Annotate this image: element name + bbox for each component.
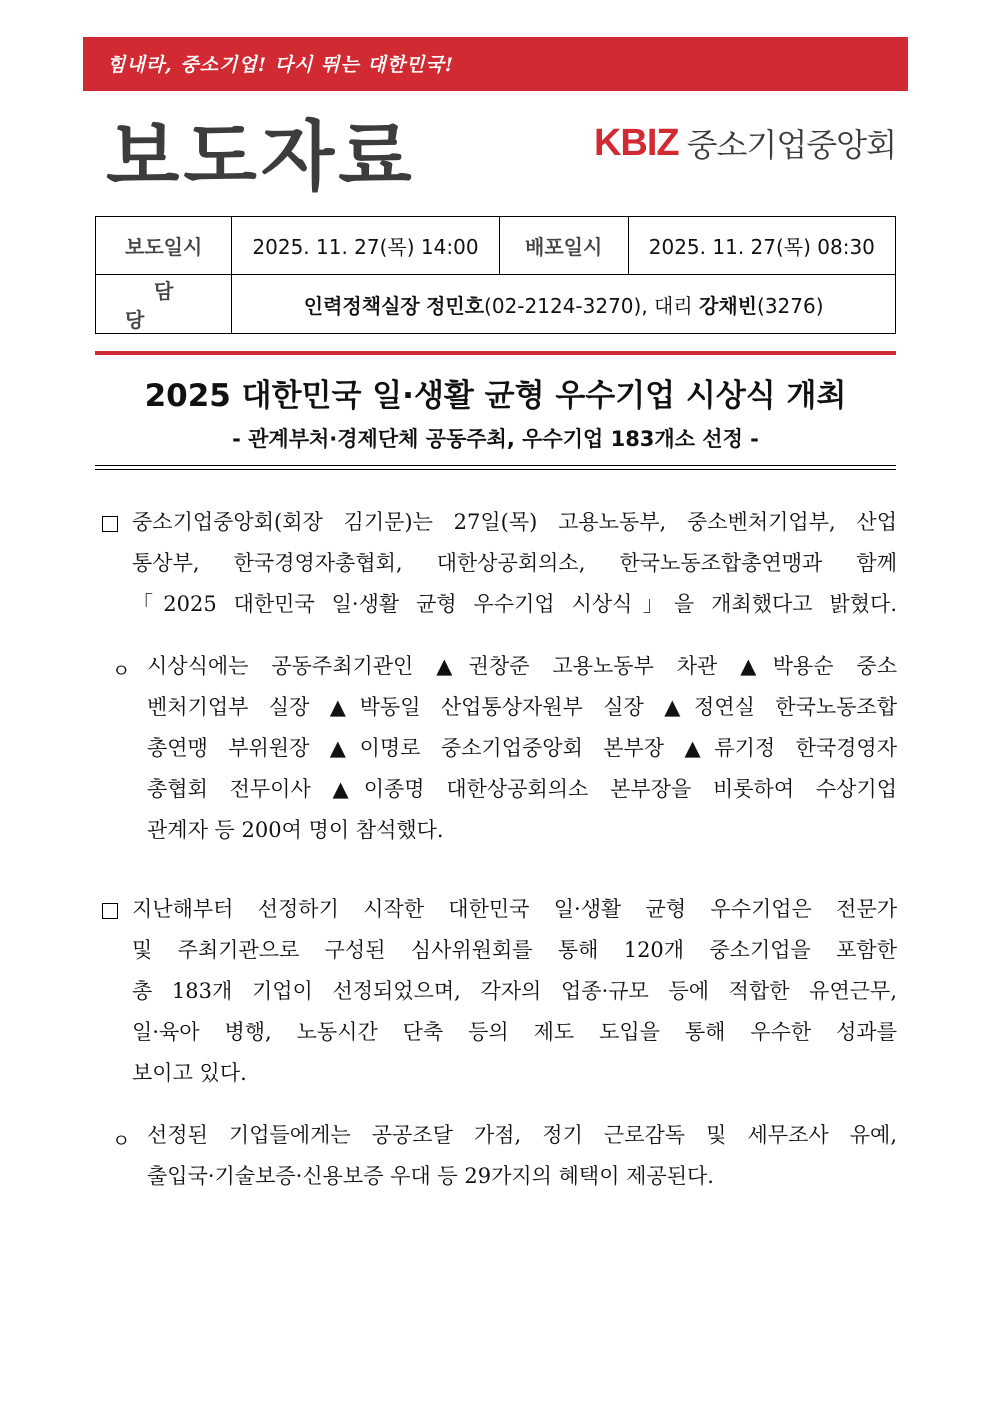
top-banner <box>83 37 908 91</box>
paragraph-line: 중소기업중앙회(회장 김기문)는 27일(목) 고용노동부, 중소벤처기업부, 산업 <box>132 510 897 534</box>
paragraph-line: 및 주최기관으로 구성된 심사위원회를 통해 120개 중소기업을 포함한 <box>132 938 897 962</box>
paragraph-line: 지난해부터 선정하기 시작한 대한민국 일·생활 균형 우수기업은 전문가 <box>132 897 897 921</box>
paragraph-line: 「2025 대한민국 일·생활 균형 우수기업 시상식」을 개최했다고 밝혔다. <box>132 592 897 616</box>
paragraph-line: 출입국·기술보증·신용보증 우대 등 29가지의 혜택이 제공된다. <box>147 1164 714 1188</box>
paragraph-line: 선정된 기업들에게는 공공조달 가점, 정기 근로감독 및 세무조사 유예, <box>147 1123 897 1147</box>
document-type-title: 보도자료 <box>106 112 416 201</box>
circle-bullet-icon: ㅇ <box>112 1130 131 1152</box>
distribution-value: 2025. 11. 27(목) 08:30 <box>628 217 895 275</box>
contact-phone1: (02-2124-3270), 대리 <box>484 293 700 318</box>
square-bullet-icon <box>102 903 118 919</box>
paragraph-line: 관계자 등 200여 명이 참석했다. <box>147 818 444 842</box>
contact-value <box>232 275 896 334</box>
release-info-table <box>95 216 896 334</box>
paragraph-2-sub <box>147 1115 897 1197</box>
contact-dept: 인력정책실장 <box>303 293 420 318</box>
paragraph-line: 총 183개 기업이 선정되었으며, 각자의 업종·규모 등에 적합한 유연근무, <box>132 979 897 1003</box>
paragraph-line: 총협회 전무이사 ▲이종명 대한상공회의소 본부장을 비롯하여 수상기업 <box>147 777 897 801</box>
kbiz-logo <box>594 120 896 166</box>
logo-org-name: 중소기업중앙회 <box>686 126 896 164</box>
release-label: 보도일시 <box>96 217 232 275</box>
headline-subtitle: - 관계부처·경제단체 공동주최, 우수기업 183개소 선정 - <box>232 427 759 451</box>
paragraph-1-sub <box>147 646 897 851</box>
release-value: 2025. 11. 27(목) 14:00 <box>232 217 499 275</box>
paragraph-line: 벤처기업부 실장 ▲박동일 산업통상자원부 실장 ▲정연실 한국노동조합 <box>147 695 897 719</box>
slogan: 힘내라, 중소기업! 다시 뛰는 대한민국! <box>107 54 455 76</box>
paragraph-line: 일·육아 병행, 노동시간 단축 등의 제도 도입을 통해 우수한 성과를 <box>132 1020 897 1044</box>
contact-phone2: (3276) <box>757 293 824 318</box>
contact-name1: 정민호 <box>426 293 485 318</box>
headline-title: 2025 대한민국 일·생활 균형 우수기업 시상식 개최 <box>144 378 847 414</box>
paragraph-line: 총연맹 부위원장 ▲이명로 중소기업중앙회 본부장 ▲류기정 한국경영자 <box>147 736 897 760</box>
paragraph-line: 시상식에는 공동주최기관인 ▲권창준 고용노동부 차관 ▲박용순 중소 <box>147 654 897 678</box>
square-bullet-icon <box>102 516 118 532</box>
double-divider <box>95 465 896 470</box>
paragraph-2 <box>132 889 897 1094</box>
contact-name2: 강채빈 <box>699 293 758 318</box>
distribution-label: 배포일시 <box>499 217 628 275</box>
logo-mark: KBIZ <box>593 121 679 164</box>
paragraph-1 <box>132 502 897 625</box>
red-divider <box>95 351 896 355</box>
contact-label <box>96 275 232 334</box>
paragraph-line: 통상부, 한국경영자총협회, 대한상공회의소, 한국노동조합총연맹과 함께 <box>132 551 897 575</box>
circle-bullet-icon: ㅇ <box>112 660 131 682</box>
paragraph-line: 보이고 있다. <box>132 1061 247 1085</box>
contact-label-text: 담당 <box>125 279 232 332</box>
